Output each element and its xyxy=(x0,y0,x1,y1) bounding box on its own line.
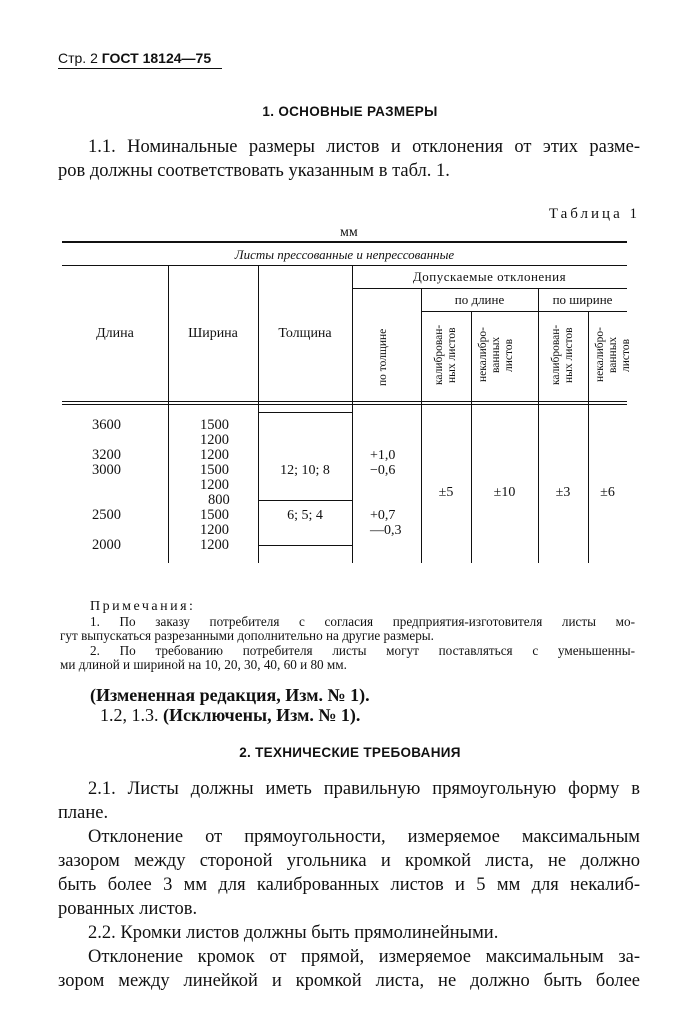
tolerance-width-calibrated: ±3 xyxy=(555,485,571,500)
subheader-rule xyxy=(352,288,627,289)
table-cell xyxy=(92,478,121,493)
paragraph-2-1 xyxy=(58,777,640,993)
tolerance-length-uncalibrated: ±10 xyxy=(493,485,516,500)
section-2-title: 2. ТЕХНИЧЕСКИЕ ТРЕБОВАНИЯ xyxy=(239,745,461,760)
header-by-length: по длине xyxy=(454,292,505,307)
table-cell: +1,0 xyxy=(370,448,396,463)
table-cell: +0,7 xyxy=(370,508,396,523)
paragraph-line: Отклонение от прямоугольности, измеряемое максимальным xyxy=(88,827,640,847)
table-caption-rule xyxy=(62,265,627,266)
header-uncalibrated-length: некалибро- ванных листов xyxy=(477,327,515,383)
table-cell: 2500 xyxy=(92,507,121,523)
table-cell: 800 xyxy=(208,492,230,508)
table-cell: 1500 xyxy=(200,462,229,478)
col-divider xyxy=(471,311,472,563)
table-cell: 2000 xyxy=(92,537,121,553)
thickness-group-rule xyxy=(258,412,352,413)
paragraph-line: быть более 3 мм для калиброванных листов и 5 мм для некалиб- xyxy=(58,875,640,895)
table-caption: Листы прессованные и непрессованные xyxy=(234,247,455,262)
header-by-width: по ширине xyxy=(552,292,613,307)
paragraph-line: 2.1. Листы должны иметь правильную прямоугольную форму в xyxy=(88,779,640,799)
header-uncalibrated-width: некалибро- ванных листов xyxy=(594,327,632,383)
table-cell: 3000 xyxy=(92,462,121,478)
header-tolerances: Допускаемые отклонения xyxy=(412,269,567,284)
table-notes xyxy=(60,599,635,673)
width-column xyxy=(200,418,230,553)
paragraph-line: плане. xyxy=(58,803,109,823)
table-cell: 3600 xyxy=(92,417,121,433)
table-cell xyxy=(92,493,121,508)
thickness-group-rule xyxy=(258,500,352,501)
note-line: 1. По заказу потребителя с согласия предприятия-изготовителя листы мо- xyxy=(90,613,635,629)
paragraph-line: 1.1. Номинальные размеры листов и отклонения от этих разме- xyxy=(88,137,640,157)
header-bottom-rule xyxy=(62,404,627,405)
subheader-rule xyxy=(421,311,627,312)
section-1-title: 1. ОСНОВНЫЕ РАЗМЕРЫ xyxy=(262,104,438,119)
table-cell: —0,3 xyxy=(370,523,402,538)
paragraph-line: зазором между стороной угольника и кромкой листа, не должно xyxy=(58,851,640,871)
table-label: Таблица 1 xyxy=(548,206,640,222)
col-divider xyxy=(421,288,422,563)
tolerance-thickness-2 xyxy=(370,508,402,538)
note-line: ми длиной и шириной на 10, 20, 30, 40, 60 и 80 мм. xyxy=(60,657,347,672)
table-cell xyxy=(92,433,121,448)
table-cell: 1200 xyxy=(200,432,229,448)
table-cell: 1200 xyxy=(200,522,229,538)
page-number: Стр. 2 xyxy=(58,50,98,66)
excluded-note xyxy=(100,705,360,726)
tolerance-length-calibrated: ±5 xyxy=(438,485,454,500)
paragraph-line: рованных листов. xyxy=(58,899,198,919)
note-line: гут выпускаться разрезанными дополнительно на другие размеры. xyxy=(60,628,434,643)
standard-number: ГОСТ 18124—75 xyxy=(101,50,212,66)
notes-title: Примечания: xyxy=(90,599,196,614)
note-line: 2. По требованию потребителя листы могут поставляться с уменьшенны- xyxy=(90,642,635,658)
tolerance-thickness-1 xyxy=(370,448,395,478)
table-cell: −0,6 xyxy=(370,463,396,478)
table-cell: 1200 xyxy=(200,447,229,463)
header-by-thickness: по толщине xyxy=(377,328,389,386)
paragraph-1-1 xyxy=(58,135,640,183)
table-cell-thickness-1: 12; 10; 8 xyxy=(280,463,330,478)
excluded-clauses: 1.2, 1.3. xyxy=(100,705,163,725)
paragraph-line: Отклонение кромок от прямой, измеряемое максимальным за- xyxy=(88,947,640,967)
table-cell: 1500 xyxy=(200,507,229,523)
paragraph-line: зором между линейкой и кромкой листа, не должно быть более xyxy=(58,971,640,991)
amendment-note: (Измененная редакция, Изм. № 1). xyxy=(90,685,370,705)
table-cell xyxy=(92,523,121,538)
col-divider xyxy=(168,265,169,563)
col-divider xyxy=(352,265,353,563)
header-calibrated-width: калиброван- ных листов xyxy=(550,324,575,386)
header-bottom-rule xyxy=(62,401,627,402)
col-divider xyxy=(588,311,589,563)
thickness-group-rule xyxy=(258,545,352,546)
table-cell: 1200 xyxy=(200,477,229,493)
table-cell-thickness-2: 6; 5; 4 xyxy=(287,508,323,523)
paragraph-line: ров должны соответствовать указанным в табл. 1. xyxy=(58,161,450,181)
tolerance-width-uncalibrated: ±6 xyxy=(600,485,615,500)
header-calibrated-length: калиброван- ных листов xyxy=(433,324,458,386)
table-cell: 1500 xyxy=(200,417,229,433)
page-header xyxy=(58,50,222,69)
table-top-rule xyxy=(62,241,627,243)
length-column xyxy=(92,418,121,553)
col-divider xyxy=(538,288,539,563)
header-thickness: Толщина xyxy=(278,326,332,341)
header-length: Длина xyxy=(96,326,134,341)
table-unit: мм xyxy=(340,225,358,240)
table-cell: 1200 xyxy=(200,537,229,553)
paragraph-line: 2.2. Кромки листов должны быть прямолинейными. xyxy=(88,923,499,943)
table-cell: 3200 xyxy=(92,447,121,463)
excluded-label: (Исключены, Изм. № 1). xyxy=(163,705,361,725)
header-width: Ширина xyxy=(188,326,238,341)
